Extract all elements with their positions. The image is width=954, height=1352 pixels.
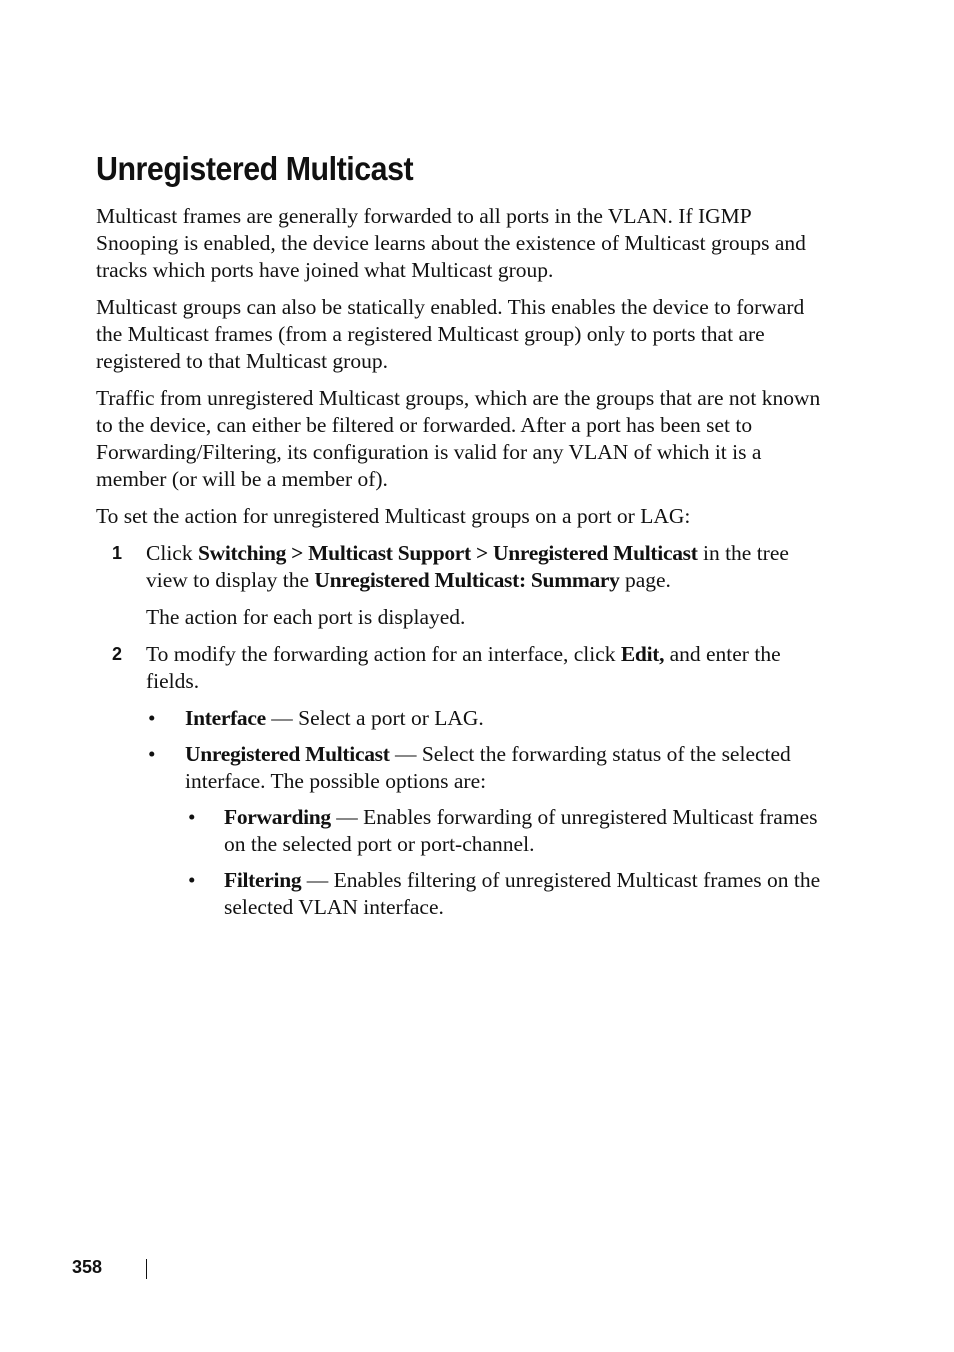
document-body [96, 203, 822, 930]
field-interface [96, 705, 822, 732]
option-term: Filtering [224, 868, 302, 892]
option-term: Forwarding [224, 805, 331, 829]
step-2-text [146, 641, 822, 695]
bullet-icon: • [188, 868, 196, 892]
page-number: 358 [72, 1257, 103, 1277]
option-description: — Enables forwarding of unregistered Multicast frames on the selected port or port-channel. [224, 805, 818, 856]
page-name: Unregistered Multicast: Summary [314, 568, 620, 592]
procedure-intro: To set the action for unregistered Multicast groups on a port or LAG: [96, 504, 691, 528]
field-unregistered-multicast [96, 741, 822, 795]
option-filtering [96, 867, 822, 921]
field-term: Unregistered Multicast [185, 742, 390, 766]
intro-paragraph: Multicast frames are generally forwarded to all ports in the VLAN. If IGMP Snooping is enabled, the device learns about the existence of Multicast groups and tracks which ports have joined what Multicast group. [96, 204, 806, 282]
static-groups-paragraph: Multicast groups can also be statically enabled. This enables the device to forward the Multicast frames (from a registered Multicast group) only to ports that are registered to that Multicast group. [96, 295, 805, 373]
step-number: 1 [112, 543, 123, 563]
bullet-icon: • [148, 742, 156, 766]
edit-action: Edit, [620, 642, 665, 666]
step-1-click-text: Click [146, 541, 198, 565]
unregistered-traffic-paragraph: Traffic from unregistered Multicast groups, which are the groups that are not known to the device, can either be filtered or forwarded. After a port has been set to Forwarding/Filtering, its configuration is valid for any VLAN of which it is a member (or will be a member of). [96, 386, 821, 491]
step-2-end-text: and enter the fields. [146, 642, 781, 693]
step-1-end-text: page. [619, 568, 671, 592]
step-2 [96, 641, 822, 695]
footer-divider [146, 1259, 147, 1279]
field-description: — Select the forwarding status of the selected interface. The possible options are: [185, 742, 791, 793]
page-title: Unregistered Multicast [96, 150, 414, 187]
bullet-icon: • [188, 805, 196, 829]
field-term: Interface [185, 706, 266, 730]
option-forwarding [96, 804, 822, 858]
option-description: — Enables filtering of unregistered Multicast frames on the selected VLAN interface. [224, 868, 821, 919]
bullet-icon: • [148, 706, 156, 730]
field-description: — Select a port or LAG. [265, 706, 484, 730]
step-1-mid-text: in the tree view to display the [146, 541, 789, 592]
menu-path: Switching > Multicast Support > Unregistered Multicast [197, 541, 698, 565]
step-number: 2 [112, 644, 123, 664]
step-1-text [146, 540, 822, 594]
step-1-note: The action for each port is displayed. [146, 605, 466, 629]
step-1 [96, 540, 822, 631]
step-2-lead-text: To modify the forwarding action for an interface, click [146, 642, 621, 666]
